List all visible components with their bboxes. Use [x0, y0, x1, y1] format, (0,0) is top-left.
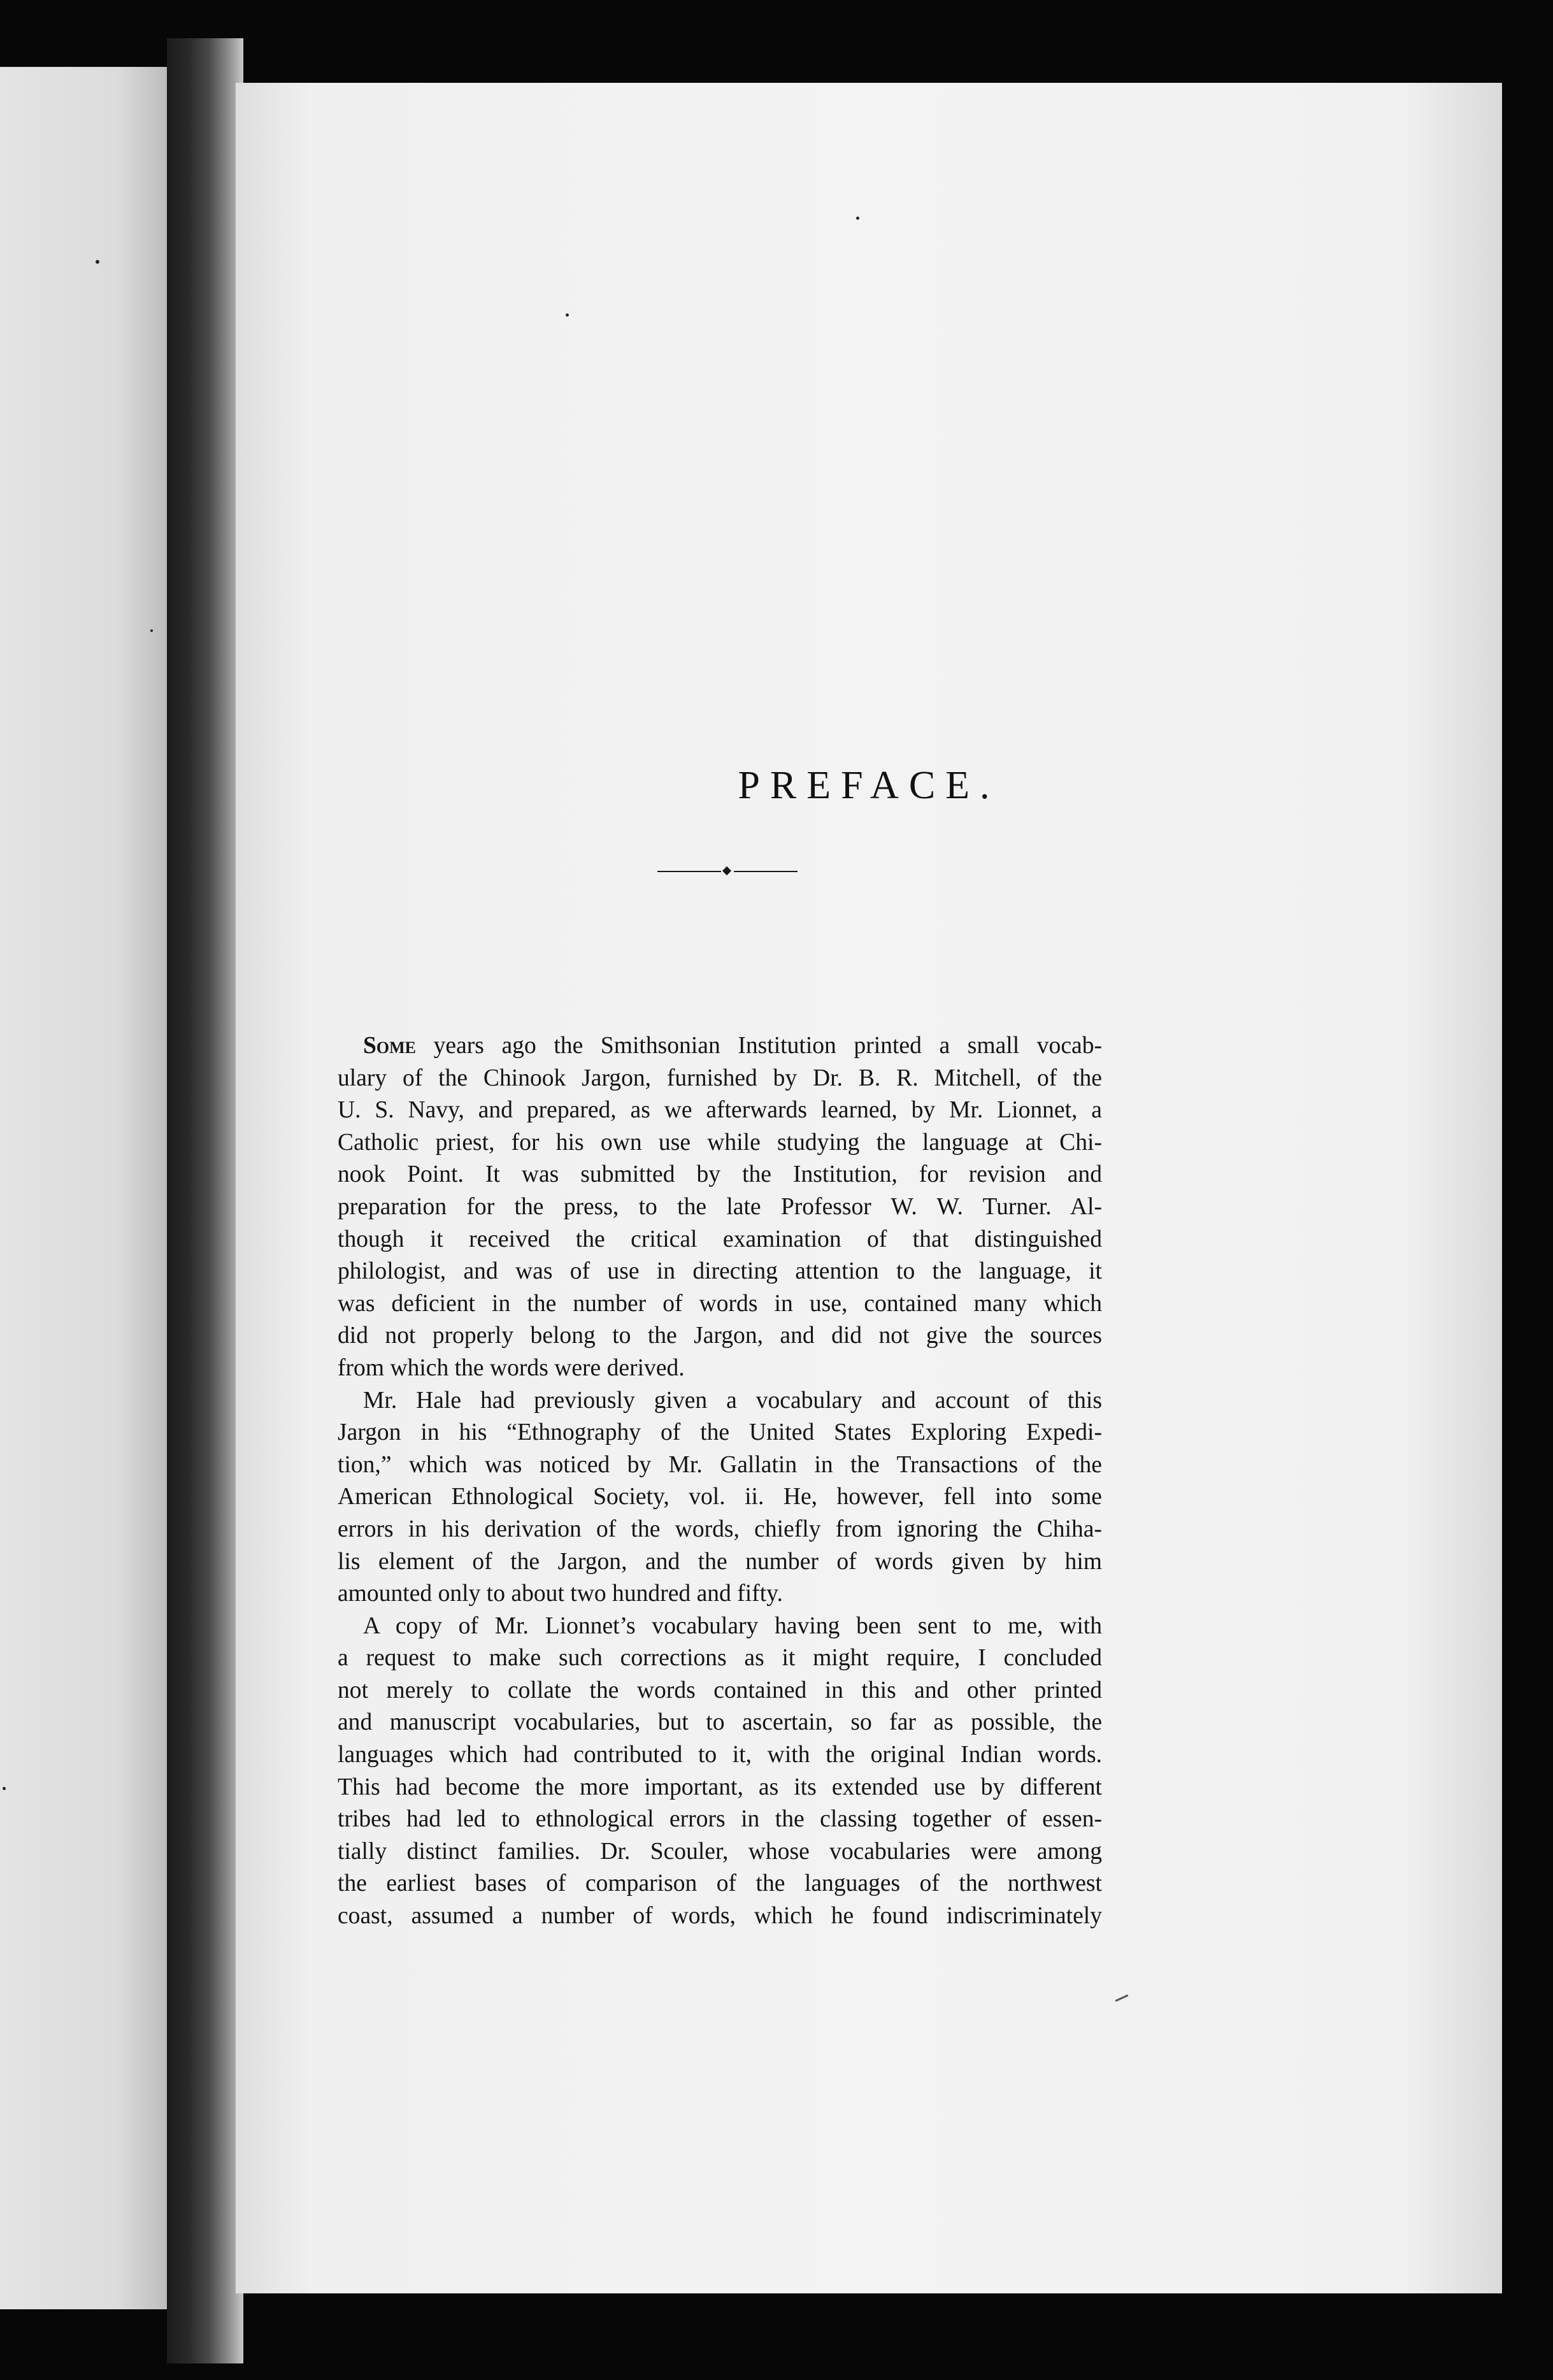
text-line: ulary of the Chinook Jargon, furnished by Dr. B. R. Mitchell, of the: [338, 1065, 1102, 1091]
text-line: the earliest bases of comparison of the languages of the northwest: [338, 1870, 1102, 1897]
text-line: philologist, and was of use in directing attention to the language, it: [338, 1258, 1102, 1285]
text-line: American Ethnological Society, vol. ii. He, however, fell into some: [338, 1484, 1102, 1510]
paragraph-3: [338, 1610, 1102, 1933]
text-line: though it received the critical examination of that distinguished: [338, 1226, 1102, 1252]
preface-body: [338, 1030, 1102, 1933]
ink-speck: [3, 1787, 6, 1790]
text-line: A copy of Mr. Lionnet’s vocabulary having been sent to me, with: [363, 1612, 1102, 1639]
text-line: lis element of the Jargon, and the number of words given by him: [338, 1548, 1102, 1575]
text-line: not merely to collate the words contained in this and other printed: [338, 1677, 1102, 1703]
text-line: amounted only to about two hundred and fifty.: [338, 1581, 783, 1607]
text-line: errors in his derivation of the words, chiefly from ignoring the Chiha-: [338, 1516, 1102, 1542]
ink-speck: [150, 629, 153, 632]
pencil-mark: [1115, 1994, 1128, 2002]
text-line: languages which had contributed to it, with the original Indian words.: [338, 1742, 1102, 1768]
text-line: nook Point. It was submitted by the Institution, for revision and: [338, 1161, 1102, 1188]
text-line: Mr. Hale had previously given a vocabulary and account of this: [363, 1387, 1102, 1414]
lead-word: Some: [363, 1033, 417, 1059]
text-line: did not properly belong to the Jargon, and did not give the sources: [338, 1323, 1102, 1349]
paragraph-2: [338, 1385, 1102, 1610]
text-line: was deficient in the number of words in use, contained many which: [338, 1290, 1102, 1317]
text-line: and manuscript vocabularies, but to ascertain, so far as possible, the: [338, 1709, 1102, 1736]
text-line: tion,” which was noticed by Mr. Gallatin in the Transactions of the: [338, 1451, 1102, 1478]
text-line: coast, assumed a number of words, which he found indiscriminately: [338, 1903, 1102, 1930]
text-line: tribes had led to ethnological errors in the classing together of essen-: [338, 1806, 1102, 1833]
text-line: Jargon in his “Ethnography of the United States Exploring Expedi-: [338, 1419, 1102, 1446]
ink-speck: [96, 260, 99, 264]
facing-page-edge: [0, 67, 167, 2309]
ink-speck: [856, 217, 859, 220]
text-line: This had become the more important, as its extended use by different: [338, 1774, 1102, 1800]
text-line: U. S. Navy, and prepared, as we afterwards learned, by Mr. Lionnet, a: [338, 1097, 1102, 1124]
page-title: PREFACE.: [738, 764, 1000, 807]
text-line: tially distinct families. Dr. Scouler, whose vocabularies were among: [338, 1838, 1102, 1865]
book-page: [236, 83, 1502, 2293]
title-rule-ornament: [657, 868, 798, 875]
ornament-diamond: [722, 866, 731, 875]
text-line: preparation for the press, to the late Professor W. W. Turner. Al-: [338, 1193, 1102, 1220]
binding-gutter-shadow: [167, 38, 243, 2363]
text-line: a request to make such corrections as it might require, I concluded: [338, 1645, 1102, 1672]
text-line: Some years ago the Smithsonian Institution printed a small vocab-: [363, 1033, 1102, 1059]
ornament-rule-right: [734, 871, 798, 872]
ornament-rule-left: [657, 871, 721, 872]
text-line: from which the words were derived.: [338, 1354, 685, 1381]
paragraph-1: [338, 1030, 1102, 1385]
ink-speck: [566, 313, 569, 317]
text-line: Catholic priest, for his own use while studying the language at Chi-: [338, 1129, 1102, 1156]
